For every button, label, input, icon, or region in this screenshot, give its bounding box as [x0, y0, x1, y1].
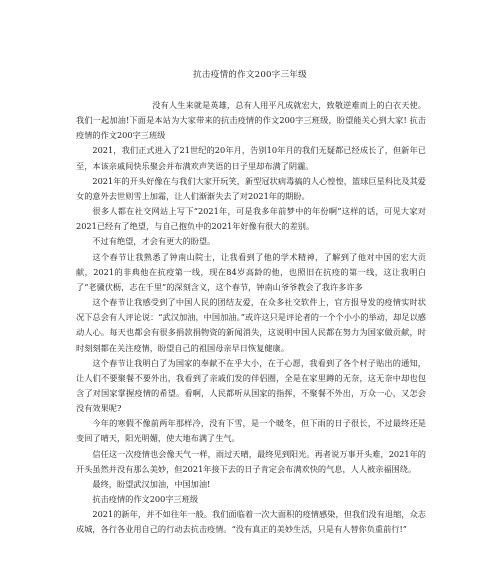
- document-title: 抗击疫情的作文200字三年级: [193, 70, 307, 80]
- paragraph: 没有人生来就是英雄，总有人用平凡成就宏大，致敬逆难而上的白衣天使。我们一起加油!下面是本站为大家带来的抗击疫情的作文200字三班级，盼望能关心到大家! 抗击疫情的作文200字三班级: [76, 100, 426, 141]
- paragraph: 2021的新年，并不如往年一般。我们面临着一次大面积的疫情感染，但我们没有退缩，众志成城，各行各业用自己的行动去抗击疫情。“没有真正的美妙生活，只是有人替你负重前行!”: [76, 509, 426, 535]
- paragraph: 不过有绝望，才会有更大的盼望。: [92, 236, 216, 247]
- paragraph: 抗击疫情的作文200字三班级: [92, 494, 199, 505]
- paragraph: 2021，我们正式进入了21世纪的20年月，告别10年月的我们无疑都已经成长了，但新年已至，本该亲戚间快乐聚会并布满欢声笑语的日子里却布满了阴霾。: [76, 145, 426, 171]
- paragraph: 2021年的开头好像在与我们大家开玩笑，新型冠状病毒搞的人心惶惶，篮球巨星科比及其爱女的意外去世则雪上加霜，让人们渐渐失去了对2021年的期盼。: [76, 175, 426, 201]
- paragraph: 这个春节让我明白了为国家的奉献不在乎大小，在于心愿，我看到了各个村子贴出的通知，让人们不要聚餐不要外出，我看到了亲戚们发的伴侣圈，全是在家里蹲的无奈，这无奈中却也包含了对国家掌握疫情的希望。看啊，人民都听从国家的指挥，不聚餐不外出，万众一心，又怎会没有效果呢?: [76, 357, 426, 414]
- paragraph: 这个春节让我感受到了中国人民的团结友爱，在众多社交软件上，官方报导发的疫情实时状况下总会有人评论说：“武汉加油，中国加油。”或许这只是评论者的一个个小小的举动，却足以感动人心。每天也都会有很多捐款捐物资的新闻消失，这说明中国人民都在努力为国家做贡献，时时刻刻都在关注疫情，盼望自己的祖国母亲早日恢复健康。: [76, 297, 426, 353]
- paragraph: 信任这一次疫情也会像天气一样，雨过天晴，最终见到阳光。再者说万事开头难，2021年的开头虽然并没有那么美妙，但2021年接下去的日子肯定会布满欢快的气息，人人被亲福围绕。: [76, 448, 426, 474]
- paragraph: 今年的寒假不像前两年那样冷，没有下雪，是一个暖冬，但下雨的日子很长，不过最终还是变回了晴天，阳光明媚，使大地布满了生气。: [76, 418, 426, 444]
- document-body: [76, 98, 426, 538]
- paragraph: 最终，盼望武汉加油，中国加油!: [92, 478, 211, 489]
- paragraph: 很多人都在社交网站上写下“2021年，可是我多年前梦中的年份啊”这样的话，可见大家对2021已经有了绝望，与自己抱负中的2021年好像有很大的差别。: [76, 206, 426, 232]
- paragraph: 这个春节让我熟悉了钟南山院士，让我看到了他的学术精神，了解到了他对中国的宏大贡献，2021的非典他在抗疫第一线，现在84岁高龄的他，也照旧在抗疫的第一线，这让我明白了“老骥伏枥，志在千里”的深刻含义，这个春节，钟南山爷爷教会了我许多许多: [76, 251, 426, 292]
